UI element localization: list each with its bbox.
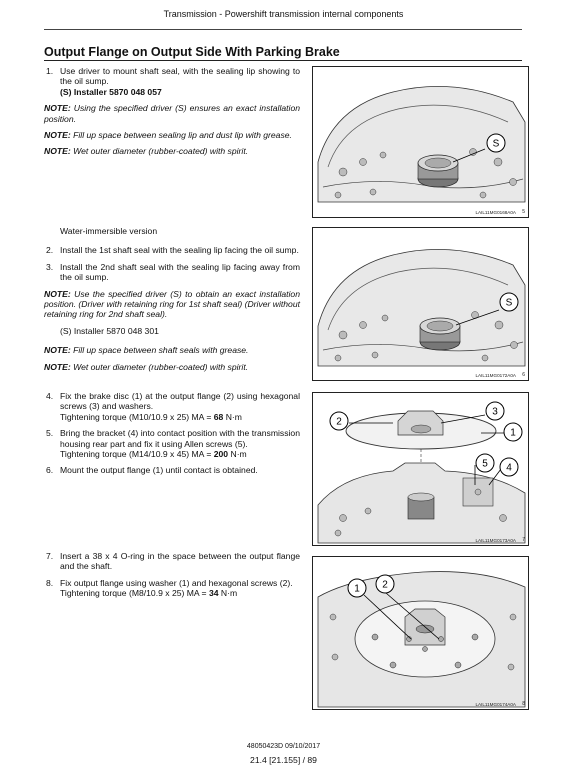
section-title: Output Flange on Output Side With Parking Brake — [44, 45, 340, 59]
footer-page-number: 21.4 [21.155] / 89 — [250, 755, 317, 765]
step-7-text: Insert a 38 x 4 O-ring in the space between the output flange and the shaft. — [60, 551, 300, 572]
figure-7-code: LAIL11MG0173A0A — [475, 538, 516, 543]
text-block-2 — [44, 226, 300, 378]
step-2: 2. Install the 1st shaft seal with the sealing lip facing the oil sump. — [46, 245, 299, 256]
figure-7-number: 7 — [522, 537, 525, 543]
note-spirit: NOTE: Wet outer diameter (rubber-coated) with spirit. — [44, 146, 249, 157]
note-spirit-2: NOTE: Wet outer diameter (rubber-coated) with spirit. — [44, 361, 249, 372]
step-1-text: Use driver to mount shaft seal, with the sealing lip showing to the oil sump. — [60, 66, 300, 87]
figure-6-number: 6 — [522, 372, 525, 378]
svg-text:4: 4 — [506, 462, 512, 474]
text-block-1 — [44, 66, 300, 163]
step-1-tool: (S) Installer 5870 048 057 — [60, 86, 162, 97]
figure-7-drawing — [313, 393, 528, 545]
figure-6 — [312, 227, 529, 381]
header-divider — [44, 29, 522, 30]
footer-document-id: 48050423D 09/10/2017 — [246, 743, 321, 750]
version-label: Water-immersible version — [60, 226, 158, 236]
figure-5-drawing — [313, 67, 528, 217]
step-7: 7. Insert a 38 x 4 O-ring in the space between the output flange and the shaft. — [46, 551, 300, 572]
step-5-torque: Tightening torque (M14/10.9 x 45) MA = 200 N·m — [60, 449, 247, 460]
figure-6-code: LAIL11MG0172A0A — [475, 373, 516, 378]
figure-8-drawing — [313, 557, 528, 709]
figure-5-code: LAIL11MG0168A0A — [475, 210, 516, 215]
svg-text:1: 1 — [510, 427, 516, 439]
text-block-3 — [44, 391, 300, 482]
svg-text:2: 2 — [336, 416, 342, 428]
figure-5 — [312, 66, 529, 218]
step-5-text: Bring the bracket (4) into contact position with the transmission housing rear part and fix it using Allen screws (5). — [60, 428, 300, 449]
figure-5-number: 5 — [522, 209, 525, 215]
svg-text:5: 5 — [482, 458, 488, 470]
step-6: 6. Mount the output flange (1) until contact is obtained. — [44, 465, 300, 475]
text-block-4 — [44, 551, 300, 605]
page-header: Transmission - Powershift transmission internal components — [163, 9, 404, 19]
step-3: 3. Install the 2nd shaft seal with the sealing lip facing away from the oil sump. — [46, 261, 300, 283]
step-3-text: Install the 2nd shaft seal with the sealing lip facing away from the oil sump. — [60, 261, 300, 283]
step-6-text: Mount the output flange (1) until contact is obtained. — [60, 465, 258, 476]
tool-installer: (S) Installer 5870 048 301 — [60, 325, 159, 336]
step-8-text: Fix output flange using washer (1) and hexagonal screws (2). — [60, 577, 293, 588]
step-5: 5. Bring the bracket (4) into contact position with the transmission housing rear part and fix it using Allen screws (5). Tightening torque (M14/10.9 x 45) MA = 200 N·m — [46, 428, 300, 460]
title-divider — [44, 60, 522, 61]
step-4-torque: Tightening torque (M10/10.9 x 25) MA = 68 N·m — [60, 411, 242, 422]
svg-text:3: 3 — [492, 406, 498, 418]
svg-text:1: 1 — [354, 583, 360, 595]
figure-8 — [312, 556, 529, 710]
figure-6-drawing — [313, 228, 528, 380]
step-8: 8. Fix output flange using washer (1) and hexagonal screws (2). Tightening torque (M8/10.9 x 25) MA = 34 N·m — [44, 578, 300, 599]
svg-text:2: 2 — [382, 579, 388, 591]
step-4-text: Fix the brake disc (1) at the output flange (2) using hexagonal screws (3) and washers. — [60, 391, 300, 412]
figure-8-code: LAIL11MG0174A0A — [475, 702, 516, 707]
svg-text:S: S — [492, 138, 500, 150]
note-driver-retaining-ring: NOTE: Use the specified driver (S) to obtain an exact installation position. (Driver with retaining ring for 1st shaft seal) (Driver without retaining ring for 2nd shaft seal). — [44, 288, 300, 320]
note-driver-position: NOTE: Using the specified driver (S) ensures an exact installation position. — [44, 103, 300, 124]
step-8-torque: Tightening torque (M8/10.9 x 25) MA = 34 N·m — [60, 588, 238, 599]
note-shaft-seal-grease: NOTE: Fill up space between shaft seals with grease. — [44, 345, 249, 356]
svg-text:S: S — [505, 297, 513, 309]
step-4: 4. Fix the brake disc (1) at the output flange (2) using hexagonal screws (3) and washers. Tightening torque (M10/10.9 x 25) MA = 68 N·m — [46, 391, 300, 422]
note-grease: NOTE: Fill up space between sealing lip and dust lip with grease. — [44, 130, 292, 141]
figure-8-number: 8 — [522, 701, 525, 707]
step-2-text: Install the 1st shaft seal with the sealing lip facing the oil sump. — [60, 245, 299, 256]
step-1: 1. Use driver to mount shaft seal, with the sealing lip showing to the oil sump. (S) Installer 5870 048 057 — [46, 66, 300, 97]
figure-7 — [312, 392, 529, 546]
